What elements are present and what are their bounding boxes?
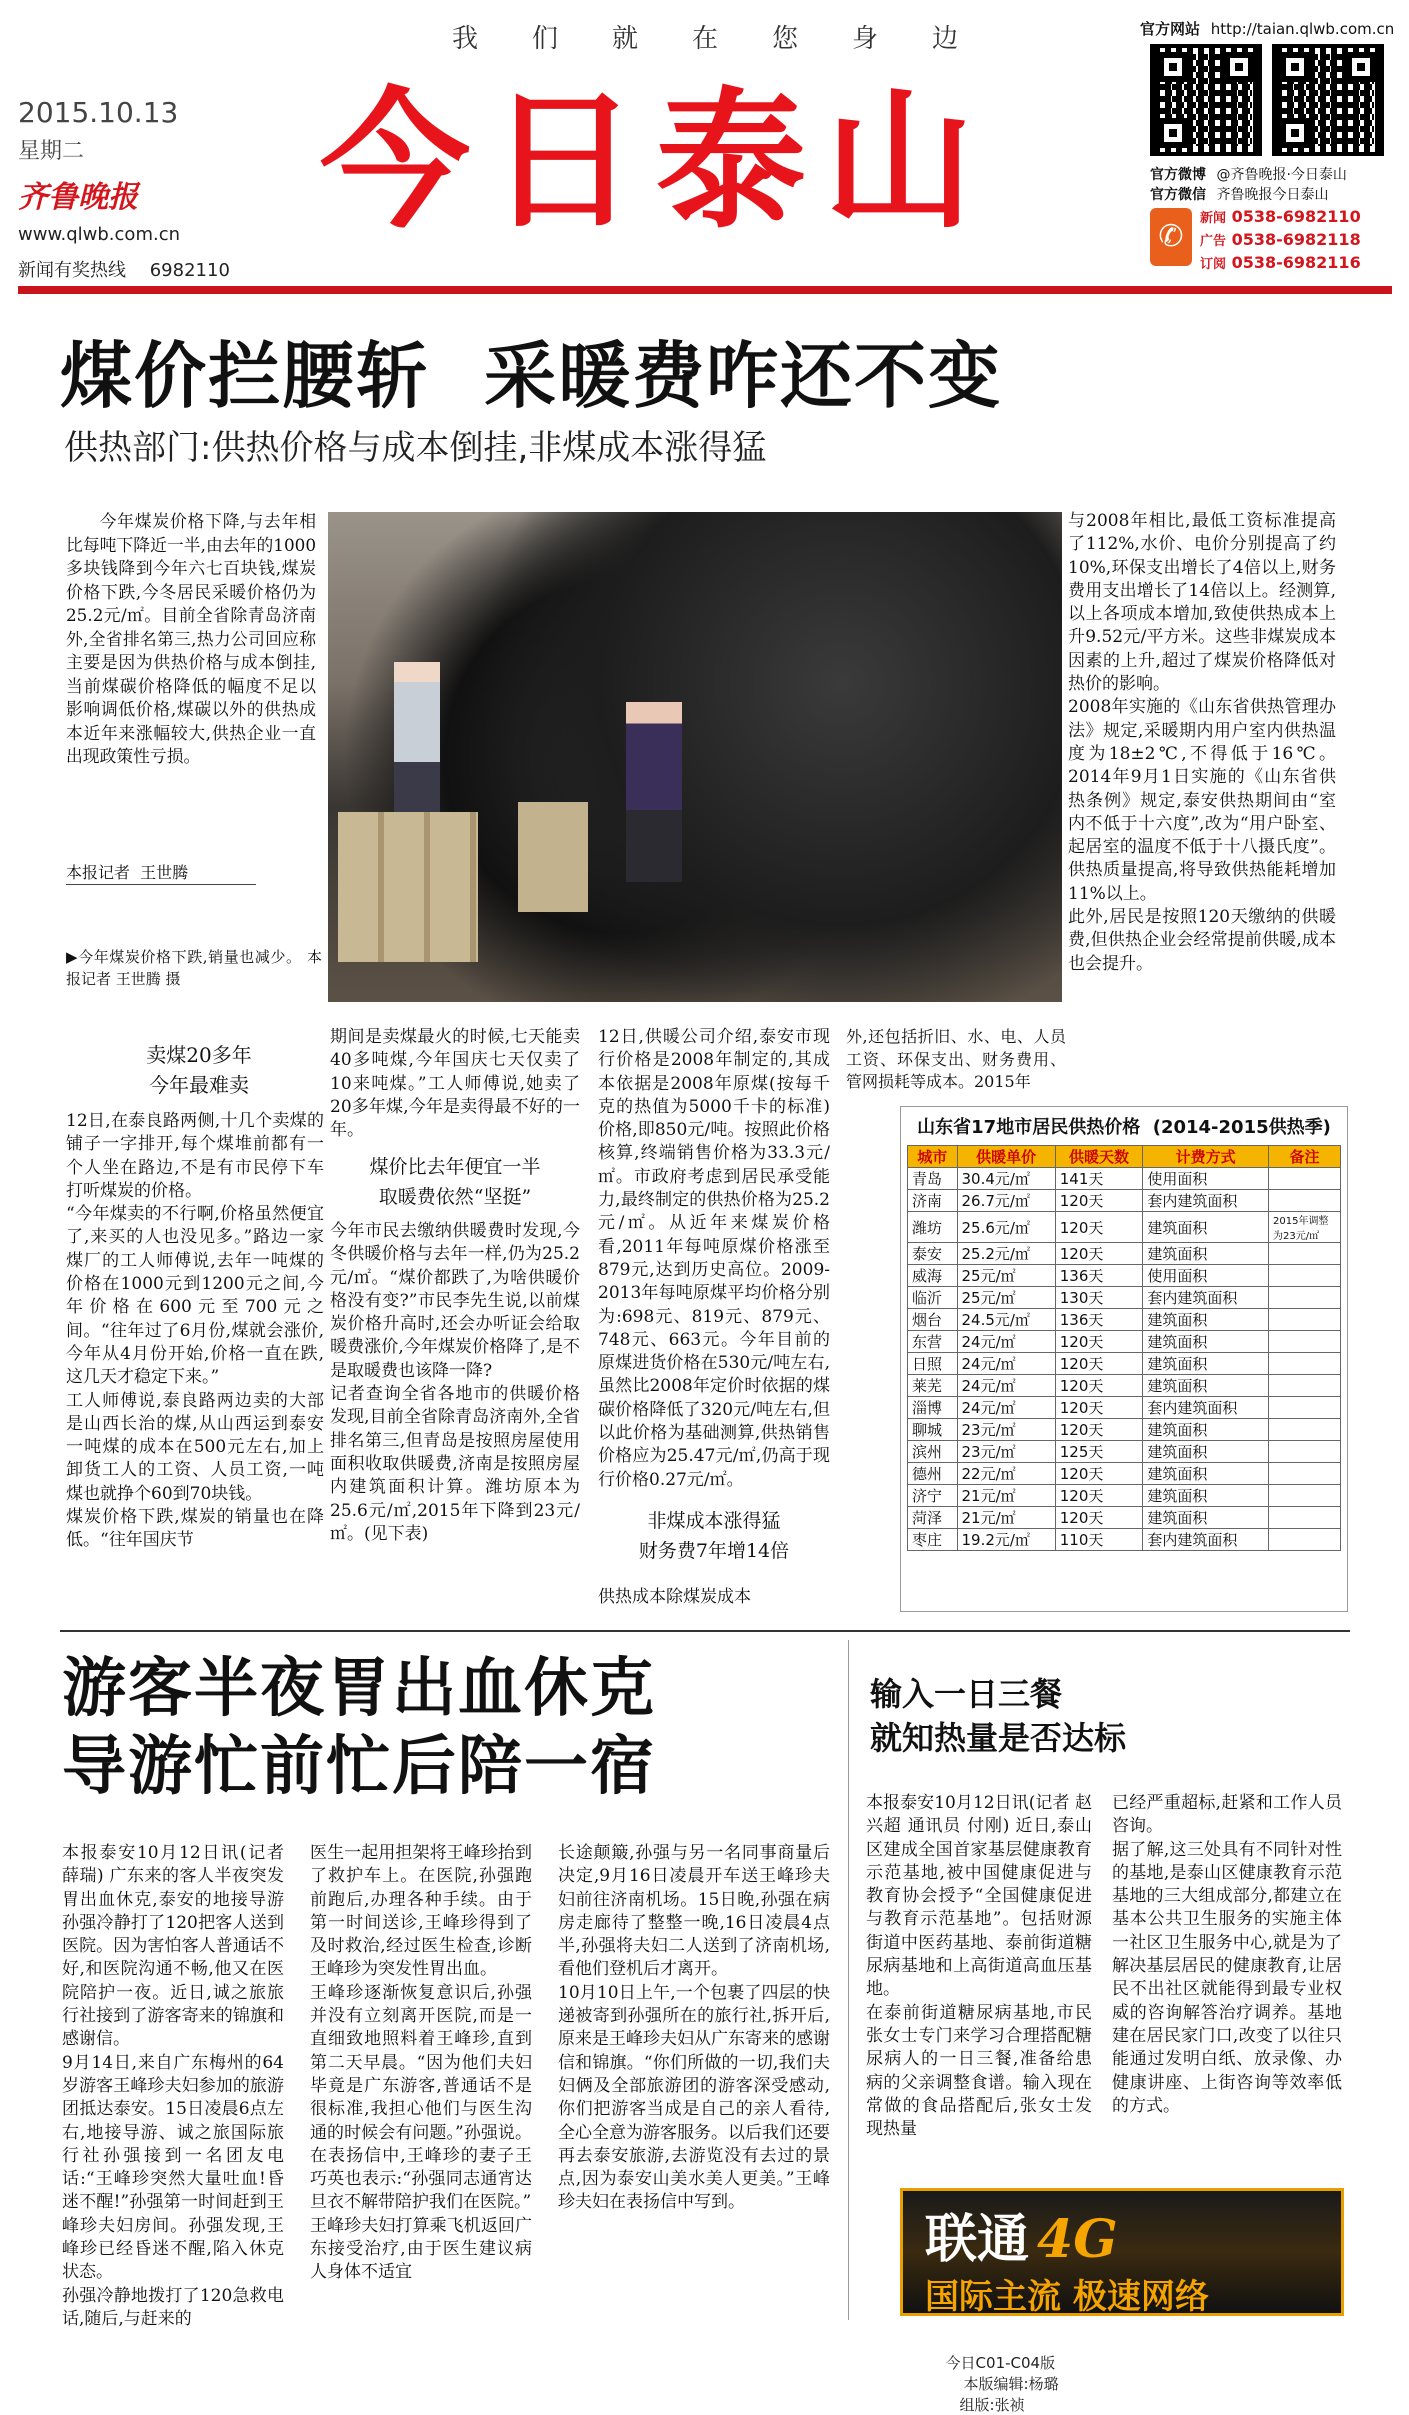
cell-city: 莱芜	[908, 1375, 958, 1397]
official-site-url[interactable]: http://taian.qlwb.com.cn	[1210, 20, 1395, 38]
story1-col-c: 12日,供暖公司介绍,泰安市现行价格是2008年制定的,其成本依据是2008年原煤(按每千克的热值为5000千卡的标准)价格,即850元/吨。按照此价格核算,终端销售价格为33.3元/㎡。市政府考虑到居民承受能力,最终制定的供热价格为25.2元/㎡。从近年来煤炭价格看,2011年每吨原煤价格涨至879元,达到历史高位。2009-2013年每吨原煤平均价格分别为:698元、819元、879元、748元、663元。今年目前的原煤进货价格在530元/吨左右,虽然比2008年定价时依据的煤碳价格降低了320元/吨左右,但以此价格为基础测算,供热销售价格应为25.47元/㎡,仍高于现行价格0.27元/㎡。	[598, 1027, 830, 1490]
story1-sub1	[74, 1040, 324, 1100]
photo-sacks	[338, 812, 478, 962]
section-divider	[60, 1630, 1350, 1632]
story1-col-b: 期间是卖煤最火的时候,七天能卖40多吨煤,今年国庆七天仅卖了10来吨煤。”工人师傅说,她卖了20多年煤,今年是卖得最不好的一年。	[330, 1027, 580, 1141]
table-row	[908, 1287, 1341, 1309]
photo-sack-2	[518, 802, 588, 912]
table-row	[908, 1397, 1341, 1419]
th-city: 城市	[908, 1146, 958, 1168]
story2-col-a: 本报泰安10月12日讯(记者 薛瑞) 广东来的客人半夜突发胃出血休克,泰安的地接导游孙强冷静打了120把客人送到医院。因为害怕客人普通话不好,和医院沟通不畅,他又在医院陪护一夜。近日,诚之旅旅行社接到了游客寄来的锦旗和感谢信。 9月14日,来自广东梅州的64岁游客王峰珍夫妇参加的旅游团抵达泰安。15日凌晨6点左右,地接导游、诚之旅国际旅行社孙强接到一名团友电话:“王峰珍突然大量吐血!昏迷不醒!”孙强第一时间赶到王峰珍夫妇房间。孙强发现,王峰珍已经昏迷不醒,陷入休克状态。 孙强冷静地拨打了120急救电话,随后,与赶来的	[62, 1843, 284, 2329]
column-rule	[848, 1640, 849, 2320]
cell-billing: 套内建筑面积	[1143, 1397, 1269, 1419]
cell-price: 30.4元/㎡	[957, 1168, 1055, 1190]
story1-headline: 煤价拦腰斩 采暖费咋还不变	[60, 333, 1003, 418]
cell-price: 24元/㎡	[957, 1331, 1055, 1353]
hotline-number: 6982110	[149, 260, 230, 281]
cell-billing: 套内建筑面积	[1143, 1287, 1269, 1309]
story2-headline	[62, 1650, 656, 1806]
hotline	[18, 256, 230, 282]
cell-billing: 使用面积	[1143, 1265, 1269, 1287]
table-row	[908, 1463, 1341, 1485]
unicom-4g-ad[interactable]	[900, 2188, 1344, 2316]
story1-lead: 今年煤炭价格下降,与去年相比每吨下降近一半,由去年的1000多块钱降到今年六七百块钱,煤炭价格下跌,今冬居民采暖价格仍为25.2元/㎡。目前全省除青岛济南外,全省排名第三,热力公司回应称主要是因为供热价格与成本倒挂,当前煤碳价格降低的幅度不足以影响调低价格,煤碳以外的供热成本近年来涨幅较大,供热企业一直出现政策性亏损。	[66, 511, 316, 766]
table-row	[908, 1441, 1341, 1463]
cell-billing: 建筑面积	[1143, 1485, 1269, 1507]
story1-col-a: 12日,在泰良路两侧,十几个卖煤的铺子一字排开,每个煤堆前都有一个人坐在路边,不是有市民停下车打听煤炭的价格。 “今年煤卖的不行啊,价格虽然便宜了,来买的人也没见多。”路边一家煤厂的工人师傅说,去年一吨煤的价格在1000元到1200元之间,今年价格在600元至700元之间。“往年过了6月份,煤就会涨价,今年从4月份开始,价格一直在跌,这几天才稳定下来。” 工人师傅说,泰良路两边卖的大部是山西长治的煤,从山西运到泰安一吨煤的成本在500元左右,加上卸货工人的工资、人员工资,一吨煤也就挣个60到70块钱。 煤炭价格下跌,煤炭的销量也在降低。“往年国庆节	[66, 1111, 324, 1551]
cell-days: 120天	[1055, 1419, 1143, 1441]
photo-person-2	[626, 702, 682, 882]
cell-city: 日照	[908, 1353, 958, 1375]
weixin-qr-code	[1272, 44, 1384, 156]
cell-billing: 建筑面积	[1143, 1441, 1269, 1463]
cell-days: 136天	[1055, 1265, 1143, 1287]
cell-days: 120天	[1055, 1353, 1143, 1375]
cell-note	[1269, 1529, 1341, 1551]
story1-col-d: 外,还包括折旧、水、电、人员工资、环保支出、财务费用、管网损耗等成本。2015年	[846, 1027, 1066, 1091]
cell-note	[1269, 1168, 1341, 1190]
cell-city: 滨州	[908, 1441, 958, 1463]
cell-note	[1269, 1243, 1341, 1265]
cell-city: 淄博	[908, 1397, 958, 1419]
cell-note: 2015年调整为23元/㎡	[1269, 1212, 1341, 1243]
issue-weekday: 星期二	[18, 139, 85, 164]
footer-editor: 本版编辑:杨璐	[963, 2375, 1059, 2393]
cell-note	[1269, 1190, 1341, 1212]
cell-price: 24元/㎡	[957, 1375, 1055, 1397]
cell-price: 26.7元/㎡	[957, 1190, 1055, 1212]
cell-price: 21元/㎡	[957, 1485, 1055, 1507]
cell-billing: 使用面积	[1143, 1168, 1269, 1190]
cell-days: 120天	[1055, 1190, 1143, 1212]
cell-price: 21元/㎡	[957, 1507, 1055, 1529]
masthead: 今日泰山	[320, 73, 993, 249]
cell-city: 菏泽	[908, 1507, 958, 1529]
weibo-label: 官方微博	[1150, 167, 1206, 183]
official-site-label: 官方网站	[1140, 20, 1201, 38]
table-row	[908, 1375, 1341, 1397]
table-row	[908, 1212, 1341, 1243]
cell-price: 25元/㎡	[957, 1265, 1055, 1287]
cell-city: 烟台	[908, 1309, 958, 1331]
cell-days: 120天	[1055, 1397, 1143, 1419]
cell-billing: 建筑面积	[1143, 1331, 1269, 1353]
byline-rule	[66, 884, 256, 885]
cell-city: 德州	[908, 1463, 958, 1485]
table-row	[908, 1168, 1341, 1190]
cell-days: 125天	[1055, 1441, 1143, 1463]
story1-col-c2: 供热成本除煤炭成本	[598, 1587, 751, 1607]
cell-price: 22元/㎡	[957, 1463, 1055, 1485]
table-row	[908, 1353, 1341, 1375]
cell-days: 120天	[1055, 1375, 1143, 1397]
cell-price: 23元/㎡	[957, 1419, 1055, 1441]
official-site	[1140, 18, 1394, 39]
ad-slogan: 国际主流 极速网络	[925, 2277, 1209, 2317]
story3-headline-line1: 输入一日三餐	[870, 1675, 1063, 1713]
cell-billing: 套内建筑面积	[1143, 1529, 1269, 1551]
cell-billing: 建筑面积	[1143, 1212, 1269, 1243]
table-row	[908, 1507, 1341, 1529]
cell-days: 141天	[1055, 1168, 1143, 1190]
th-billing: 计费方式	[1143, 1146, 1269, 1168]
table-row	[908, 1265, 1341, 1287]
th-price: 供暖单价	[957, 1146, 1055, 1168]
table-row	[908, 1243, 1341, 1265]
brand-logo: 齐鲁晚报	[18, 180, 138, 215]
th-note: 备注	[1269, 1146, 1341, 1168]
phone-subscribe: 订阅 0538-6982116	[1200, 253, 1361, 272]
cell-days: 120天	[1055, 1331, 1143, 1353]
cell-price: 25元/㎡	[957, 1287, 1055, 1309]
header-divider	[18, 286, 1392, 294]
phone-icon: ✆	[1150, 208, 1192, 266]
footer-pages: 今日C01-C04版	[945, 2354, 1056, 2372]
weixin-info	[1150, 184, 1328, 204]
table-row	[908, 1331, 1341, 1353]
cell-billing: 套内建筑面积	[1143, 1190, 1269, 1212]
weixin-label: 官方微信	[1150, 187, 1206, 203]
cell-days: 130天	[1055, 1287, 1143, 1309]
cell-price: 24元/㎡	[957, 1397, 1055, 1419]
story1-byline: 本报记者 王世腾	[66, 863, 189, 882]
cell-note	[1269, 1463, 1341, 1485]
cell-note	[1269, 1485, 1341, 1507]
sub1-line2: 今年最难卖	[149, 1073, 249, 1097]
cell-note	[1269, 1265, 1341, 1287]
sub2-line1: 煤价比去年便宜一半	[369, 1156, 541, 1178]
story1-sub2	[330, 1152, 580, 1212]
cell-city: 潍坊	[908, 1212, 958, 1243]
coal-pile-photo	[328, 512, 1062, 1002]
th-days: 供暖天数	[1055, 1146, 1143, 1168]
cell-note	[1269, 1441, 1341, 1463]
cell-note	[1269, 1507, 1341, 1529]
cell-city: 济南	[908, 1190, 958, 1212]
slogan: 我们就在您身边	[452, 24, 1013, 54]
cell-billing: 建筑面积	[1143, 1463, 1269, 1485]
brand-website[interactable]: www.qlwb.com.cn	[18, 224, 180, 245]
weibo-qr-code	[1150, 44, 1262, 156]
cell-note	[1269, 1331, 1341, 1353]
cell-note	[1269, 1397, 1341, 1419]
weibo-info	[1150, 164, 1347, 184]
heating-price-table-box	[900, 1106, 1348, 1612]
sub2-line2: 取暖费依然“坚挺”	[378, 1186, 532, 1208]
cell-price: 19.2元/㎡	[957, 1529, 1055, 1551]
table-row	[908, 1485, 1341, 1507]
cell-note	[1269, 1375, 1341, 1397]
story1-subhead: 供热部门:供热价格与成本倒挂,非煤成本涨得猛	[64, 428, 767, 468]
phone-list	[1200, 206, 1361, 275]
story3-col-b: 已经严重超标,赶紧和工作人员咨询。 据了解,这三处具有不同针对性的基地,是泰山区健康教育示范基地的三大组成部分,都建立在基本公共卫生服务的实施主体一社区卫生服务中心,就是为了解决基层居民的健康教育,让居民不出社区就能得到最专业权威的咨询解答治疗调养。基地建在居民家门口,改变了以往只能通过发明白纸、放录像、办健康讲座、上街咨询等效率低的方式。	[1112, 1793, 1342, 2116]
heating-price-table	[907, 1145, 1341, 1551]
cell-city: 枣庄	[908, 1529, 958, 1551]
table-row	[908, 1419, 1341, 1441]
table-header-row	[908, 1146, 1341, 1168]
sub3-line2: 财务费7年增14倍	[638, 1540, 790, 1562]
cell-days: 120天	[1055, 1212, 1143, 1243]
cell-billing: 建筑面积	[1143, 1375, 1269, 1397]
sub1-line1: 卖煤20多年	[146, 1043, 252, 1067]
cell-price: 25.6元/㎡	[957, 1212, 1055, 1243]
table-row	[908, 1190, 1341, 1212]
table-row	[908, 1309, 1341, 1331]
cell-note	[1269, 1419, 1341, 1441]
story2-headline-line1: 游客半夜胃出血休克	[62, 1651, 656, 1726]
footer	[936, 2334, 1059, 2415]
weibo-value: @齐鲁晚报·今日泰山	[1216, 167, 1347, 183]
cell-city: 泰安	[908, 1243, 958, 1265]
cell-days: 120天	[1055, 1463, 1143, 1485]
cell-price: 24.5元/㎡	[957, 1309, 1055, 1331]
cell-days: 110天	[1055, 1529, 1143, 1551]
cell-billing: 建筑面积	[1143, 1353, 1269, 1375]
cell-price: 23元/㎡	[957, 1441, 1055, 1463]
story2-col-b: 医生一起用担架将王峰珍抬到了救护车上。在医院,孙强跑前跑后,办理各种手续。由于第一时间送诊,王峰珍得到了及时救治,经过医生检查,诊断王峰珍为突发性胃出血。 王峰珍逐渐恢复意识后,孙强并没有立刻离开医院,而是一直细致地照料着王峰珍,直到第二天早晨。“因为他们夫妇毕竟是广东游客,普通话不是很标准,我担心他们与医生沟通的时候会有问题。”孙强说。在表扬信中,王峰珍的妻子王巧英也表示:“孙强同志通宵达旦衣不解带陪护我们在医院。” 王峰珍夫妇打算乘飞机返回广东接受治疗,由于医生建议病人身体不适宜	[310, 1843, 532, 2283]
hotline-label: 新闻有奖热线	[18, 260, 126, 281]
cell-city: 济宁	[908, 1485, 958, 1507]
ad-brand	[925, 2197, 1118, 2272]
cell-billing: 建筑面积	[1143, 1243, 1269, 1265]
cell-city: 威海	[908, 1265, 958, 1287]
cell-billing: 建筑面积	[1143, 1309, 1269, 1331]
story3-headline	[870, 1672, 1126, 1760]
cell-days: 120天	[1055, 1243, 1143, 1265]
ad-4g-tag: 4G	[1037, 2209, 1118, 2270]
cell-note	[1269, 1287, 1341, 1309]
phone-ads: 广告 0538-6982118	[1200, 230, 1361, 249]
ad-brand-text: 联通	[925, 2209, 1030, 2270]
table-title: 山东省17地市居民供热价格 (2014-2015供热季)	[917, 1117, 1331, 1138]
story3-headline-line2: 就知热量是否达标	[870, 1719, 1127, 1757]
cell-city: 青岛	[908, 1168, 958, 1190]
cell-billing: 建筑面积	[1143, 1507, 1269, 1529]
cell-price: 25.2元/㎡	[957, 1243, 1055, 1265]
footer-layout: 组版:张祯	[959, 2396, 1025, 2414]
story3-col-a: 本报泰安10月12日讯(记者 赵兴超 通讯员 付刚) 近日,泰山区建成全国首家基层健康教育示范基地,被中国健康促进与教育协会授予“全国健康促进与教育示范基地”。包括财源街道中医药基地、泰前街道糖尿病基地和上高街道高血压基地。 在泰前街道糖尿病基地,市民张女士专门来学习合理搭配糖尿病人的一日三餐,准备给患病的父亲调整食谱。输入现在常做的食品搭配后,张女士发现热量	[866, 1793, 1092, 2140]
table-row	[908, 1529, 1341, 1551]
cell-price: 24元/㎡	[957, 1353, 1055, 1375]
sub3-line1: 非煤成本涨得猛	[647, 1510, 781, 1532]
cell-days: 120天	[1055, 1507, 1143, 1529]
cell-city: 临沂	[908, 1287, 958, 1309]
cell-city: 聊城	[908, 1419, 958, 1441]
phone-news: 新闻 0538-6982110	[1200, 207, 1361, 226]
story1-right-column: 与2008年相比,最低工资标准提高了112%,水价、电价分别提高了约10%,环保支出增长了4倍以上,财务费用支出增长了14倍以上。经测算,以上各项成本增加,致使供热成本上升9.52元/平方米。这些非煤炭成本因素的上升,超过了煤炭价格降低对热价的影响。 2008年实施的《山东省供热管理办法》规定,采暖期内用户室内供热温度为18±2℃,不得低于16℃。2014年9月1日实施的《山东省供热条例》规定,泰安供热期间由“室内不低于十六度”,改为“用户卧室、起居室的温度不低于十八摄氏度”。供热质量提高,将导致供热能耗增加11%以上。 此外,居民是按照120天缴纳的供暖费,但供热企业会经常提前供暖,成本也会提升。	[1068, 511, 1336, 974]
story1-sub3	[598, 1506, 830, 1566]
cell-days: 136天	[1055, 1309, 1143, 1331]
cell-note	[1269, 1353, 1341, 1375]
story2-headline-line2: 导游忙前忙后陪一宿	[62, 1729, 656, 1804]
photo-caption: ▶今年煤炭价格下跌,销量也减少。 本报记者 王世腾 摄	[66, 948, 322, 988]
cell-days: 120天	[1055, 1485, 1143, 1507]
story2-col-c: 长途颠簸,孙强与另一名同事商量后决定,9月16日凌晨开车送王峰珍夫妇前往济南机场。15日晚,孙强在病房走廊待了整整一晚,16日凌晨4点半,孙强将夫妇二人送到了济南机场,看他们登机后才离开。 10月10日上午,一个包裹了四层的快递被寄到孙强所在的旅行社,拆开后,原来是王峰珍夫妇从广东寄来的感谢信和锦旗。“你们所做的一切,我们夫妇俩及全部旅游团的游客深受感动,你们把游客当成是自己的亲人看待,全心全意为游客服务。以后我们还要再去泰安旅游,去游览没有去过的景点,因为泰安山美水美人更美。”王峰珍夫妇在表扬信中写到。	[558, 1843, 830, 2213]
weixin-value: 齐鲁晚报今日泰山	[1216, 187, 1329, 203]
cell-note	[1269, 1309, 1341, 1331]
issue-date: 2015.10.13	[18, 96, 179, 129]
cell-billing: 建筑面积	[1143, 1419, 1269, 1441]
story1-col-b2: 今年市民去缴纳供暖费时发现,今冬供暖价格与去年一样,仍为25.2元/㎡。“煤价都跌了,为啥供暖价格没有变?”市民李先生说,以前煤炭价格升高时,还会办听证会给取暖费涨价,今年煤炭价格降了,是不是取暖费也该降一降? 记者查询全省各地市的供暖价格发现,目前全省除青岛济南外,全省排名第三,但青岛是按照房屋使用面积收取供暖费,济南是按照房屋内建筑面积计算。潍坊原本为25.6元/㎡,2015年下降到23元/㎡。(见下表)	[330, 1221, 580, 1544]
cell-city: 东营	[908, 1331, 958, 1353]
